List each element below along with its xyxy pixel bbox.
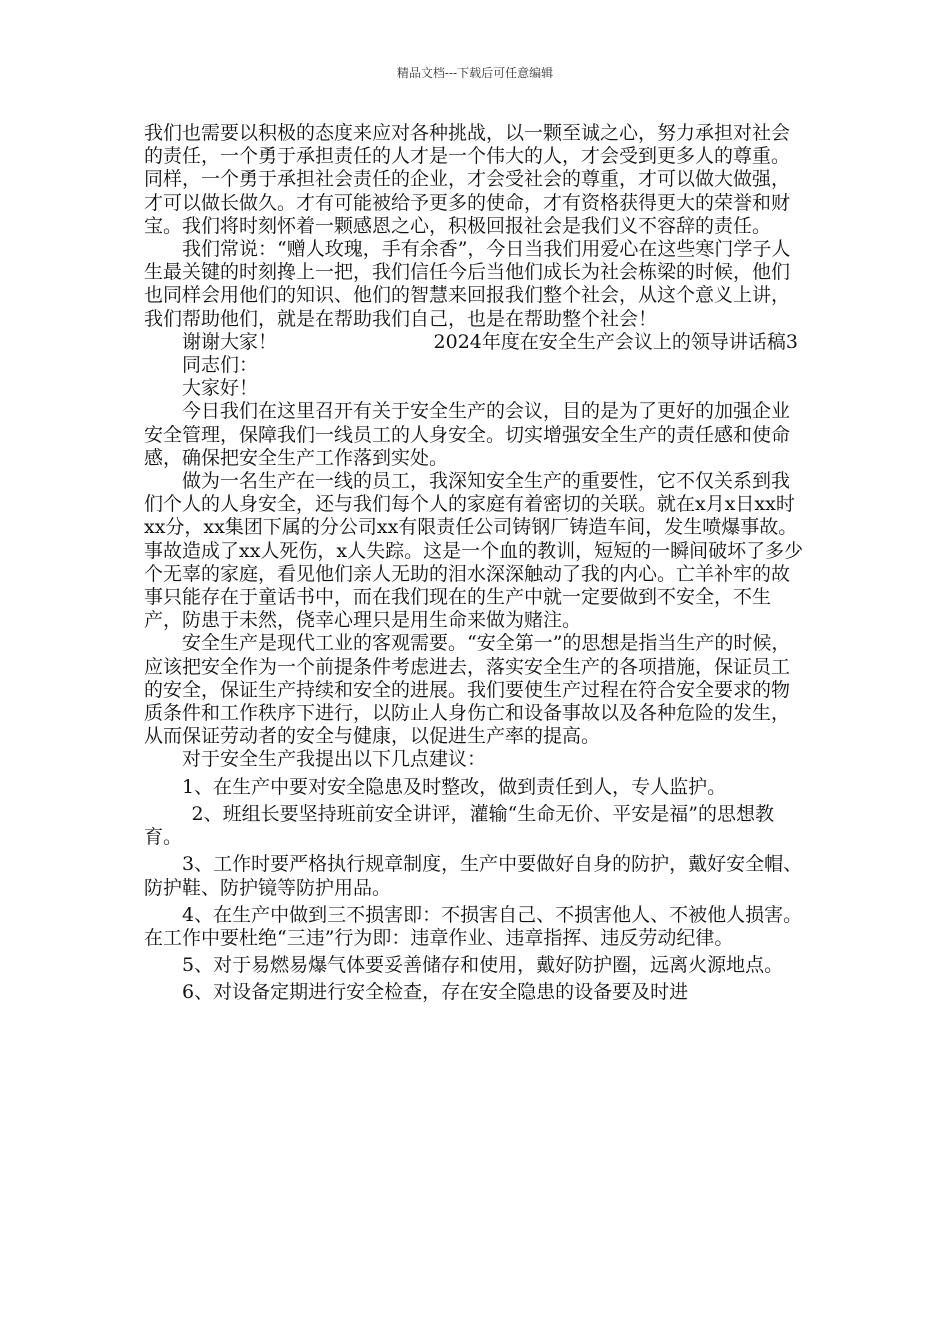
page-header: 精品文档---下载后可任意编辑 [396, 66, 554, 80]
suggestion-item: 4、在生产中做到三不损害即：不损害自己、不损害他人、不被他人损害。在工作中要杜绝“三违”行为即：违章作业、违章指挥、违反劳动纪律。 [144, 903, 803, 949]
suggestion-item: 2、班组长要坚持班前安全讲评，灌输“生命无价、平安是福”的思想教育。 [144, 802, 775, 849]
salutation: 同志们： [182, 354, 259, 377]
paragraph-safety-first: 安全生产是现代工业的客观需要。“安全第一”的思想是指当生产的时候，应该把安全作为一个前提条件考虑进去，落实安全生产的各项措施，保证员工的安全，保证生产持续和安全的进展。我们要使生产过程在符合安全要求的物质条件和工作秩序下进行，以防止人身伤亡和设备事故以及各种危险的发生，从而保证劳动者的安全与健康，以促进生产率的提高。 [144, 632, 791, 748]
paragraph-meeting-purpose: 今日我们在这里召开有关于安全生产的会议，目的是为了更好的加强企业安全管理，保障我们一线员工的人身安全。切实增强安全生产的责任感和使命感，确保把安全生产工作落到实处。 [144, 400, 791, 469]
thanks-title-line [144, 331, 806, 354]
paragraph-accident: 做为一名生产在一线的员工，我深知安全生产的重要性，它不仅关系到我们个人的人身安全，还与我们每个人的家庭有着密切的关联。就在x月x日xx时xx分，xx集团下属的分公司xx有限责任公司铸钢厂铸造车间，发生喷爆事故。事故造成了xx人死伤，x人失踪。这是一个血的教训，短短的一瞬间破坏了多少个无辜的家庭，看见他们亲人无助的泪水深深触动了我的内心。亡羊补牢的故事只能存在于童话书中，而在我们现在的生产中就一定要做到不安全，不生产，防患于未然，侥幸心理只是用生命来做为赌注。 [144, 470, 804, 632]
paragraph-suggestions-intro: 对于安全生产我提出以下几点建议： [182, 748, 487, 771]
suggestion-item: 6、对设备定期进行安全检查，存在安全隐患的设备要及时进 [182, 981, 689, 1004]
greeting: 大家好！ [182, 377, 259, 400]
paragraph-responsibility: 我们也需要以积极的态度来应对各种挑战，以一颗至诚之心，努力承担对社会的责任，一个勇于承担责任的人才是一个伟大的人，才会受到更多人的尊重。同样，一个勇于承担社会责任的企业，才会受社会的尊重，才可以做大做强，才可以做长做久。才有可能被给予更多的使命，才有资格获得更大的荣誉和财宝。我们将时刻怀着一颗感恩之心，积极回报社会是我们义不容辞的责任。 [144, 122, 791, 237]
document-body [144, 122, 806, 1005]
paragraph-roses: 我们常说：“赠人玫瑰，手有余香”，今日当我们用爱心在这些寒门学子人生最关键的时刻搀上一把，我们信任今后当他们成长为社会栋梁的时候，他们也同样会用他们的知识、他们的智慧来回报我们整个社会，从这个意义上讲，我们帮助他们，就是在帮助我们自己，也是在帮助整个社会！ [144, 238, 791, 330]
thanks-text: 谢谢大家！ [182, 330, 278, 353]
suggestion-item: 1、在生产中要对安全隐患及时整改，做到责任到人，专人监护。 [182, 775, 727, 798]
speech-title: 2024年度在安全生产会议上的领导讲话稿3 [433, 330, 798, 353]
suggestion-item: 3、工作时要严格执行规章制度，生产中要做好自身的防护，戴好安全帽、防护鞋、防护镜等防护用品。 [144, 853, 803, 899]
suggestion-item: 5、对于易燃易爆气体要妥善储存和使用，戴好防护圈，远离火源地点。 [182, 954, 784, 977]
